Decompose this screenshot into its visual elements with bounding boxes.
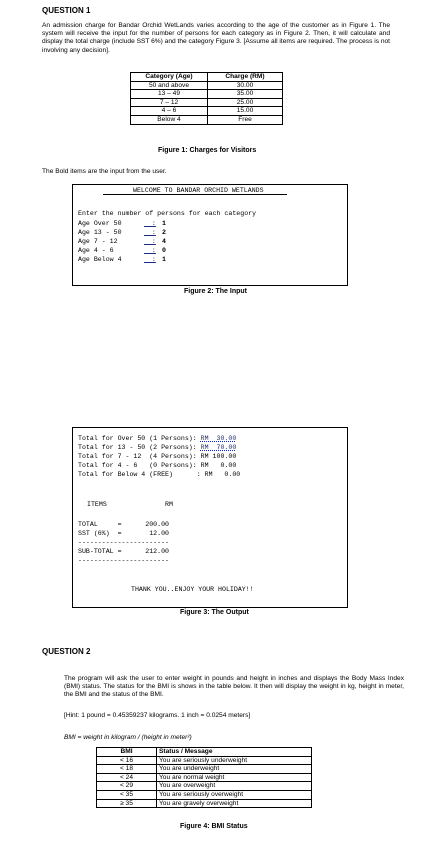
bmi-table-header <box>97 748 312 757</box>
bmi-cell: < 18 <box>97 765 157 774</box>
status-cell: You are seriously overweight <box>157 790 312 799</box>
charge-cell: Free <box>208 115 283 124</box>
table-row <box>131 98 283 107</box>
header-charge: Charge (RM) <box>208 73 283 82</box>
input-row-value: 0 <box>162 247 166 255</box>
category-cell: 13 – 49 <box>131 90 208 99</box>
total-row-amount: RM 0.00 <box>200 462 237 470</box>
input-row <box>78 228 166 237</box>
rm-label: RM <box>165 501 173 508</box>
bmi-cell: < 35 <box>97 790 157 799</box>
total-row-text: Total for 13 - 50 (2 Persons): <box>78 444 201 452</box>
table-row <box>131 81 283 90</box>
category-cell: 7 – 12 <box>131 98 208 107</box>
input-row-label: Age 4 - 6 <box>78 247 114 255</box>
output-summary <box>78 520 169 565</box>
input-row <box>78 246 166 255</box>
bmi-cell: < 24 <box>97 773 157 782</box>
total-row-text: Total for 4 - 6 (0 Persons): <box>78 462 201 470</box>
category-cell: Below 4 <box>131 115 208 124</box>
subtotal-line: SUB-TOTAL = 212.00 <box>78 548 170 556</box>
table-row <box>97 782 312 791</box>
charges-table <box>130 72 283 125</box>
input-separator: : <box>144 247 156 255</box>
items-label: ITEMS <box>87 501 107 508</box>
bmi-cell: < 16 <box>97 756 157 765</box>
total-row <box>78 452 240 461</box>
input-row-value: 1 <box>162 256 166 264</box>
input-separator: : <box>144 229 156 237</box>
input-prompt: Enter the number of persons for each category <box>78 210 257 217</box>
question-1-heading: QUESTION 1 <box>42 6 91 15</box>
charges-table-header <box>131 73 283 82</box>
input-row-label: Age 13 - 50 <box>78 229 122 237</box>
figure-2-caption: Figure 2: The Input <box>184 288 247 295</box>
input-row-value: 4 <box>162 238 166 246</box>
table-row <box>97 773 312 782</box>
charge-cell: 15.00 <box>208 107 283 116</box>
output-console-box <box>72 427 348 608</box>
figure-3-caption: Figure 3: The Output <box>180 609 249 616</box>
figure-1-caption: Figure 1: Charges for Visitors <box>158 147 257 154</box>
header-category: Category (Age) <box>131 73 208 82</box>
thank-you-message: THANK YOU..ENJOY YOUR HOLIDAY!! <box>131 586 254 593</box>
input-row-label: Age Below 4 <box>78 256 122 264</box>
sst-line: SST (6%) = 12.00 <box>78 530 170 538</box>
total-row-text: Total for 7 - 12 (4 Persons): <box>78 453 201 461</box>
table-row <box>97 790 312 799</box>
bmi-cell: ≥ 35 <box>97 799 157 808</box>
input-separator: : <box>144 238 156 246</box>
input-separator: : <box>144 256 156 264</box>
table-row <box>97 756 312 765</box>
conversion-hint: [Hint: 1 pound = 0.45359237 kilograms. 1 inch = 0.0254 meters] <box>64 712 251 719</box>
total-row <box>78 443 240 452</box>
input-row-value: 2 <box>162 229 166 237</box>
input-row-value: 1 <box>162 220 166 227</box>
bmi-cell: < 29 <box>97 782 157 791</box>
header-status: Status / Message <box>157 748 312 757</box>
header-bmi: BMI <box>97 748 157 757</box>
category-cell: 4 – 6 <box>131 107 208 116</box>
total-row-amount: RM 100.00 <box>200 453 237 461</box>
input-row <box>78 219 166 228</box>
dash-line: ----------------------- <box>78 539 170 547</box>
question-1-intro: An admission charge for Bandar Orchid WetLands varies according to the age of the customer as in Figure 1. The system will receive the input for the number of persons for each category as in Figure 2. Then, it will calculate and display the total charge (include SST 6%) and the category Figure 3. [Assume all items are required. The process is not involving any decision]. <box>42 22 390 54</box>
total-row <box>78 461 240 470</box>
bold-note: The Bold items are the input from the user. <box>42 168 167 175</box>
input-rows <box>78 219 166 264</box>
question-2-heading: QUESTION 2 <box>42 647 91 656</box>
figure-4-caption: Figure 4: BMI Status <box>180 823 248 830</box>
total-row-text: Total for Over 50 (1 Persons): <box>78 435 201 442</box>
input-console-box <box>72 184 348 286</box>
total-row <box>78 434 240 443</box>
output-totals <box>78 434 240 479</box>
total-row-amount: RM 0.00 <box>204 471 241 479</box>
status-cell: You are normal weight <box>157 773 312 782</box>
input-row <box>78 255 166 264</box>
total-row <box>78 470 240 479</box>
table-row <box>131 90 283 99</box>
input-row-label: Age Over 50 <box>78 220 122 227</box>
status-cell: You are underweight <box>157 765 312 774</box>
charge-cell: 30.00 <box>208 81 283 90</box>
input-row <box>78 237 166 246</box>
input-separator: : <box>144 220 156 227</box>
total-row-text: Total for Below 4 (FREE) : <box>78 471 205 479</box>
total-row-amount: RM 70.00 <box>200 444 237 452</box>
bmi-formula: BMI = weight in kilogram / (height in meter²) <box>64 734 192 741</box>
dash-line: ----------------------- <box>78 557 170 565</box>
charge-cell: 25.00 <box>208 98 283 107</box>
table-row <box>131 115 283 124</box>
welcome-title: WELCOME TO BANDAR ORCHID WETLANDS <box>133 187 264 194</box>
table-row <box>97 765 312 774</box>
title-underline <box>103 194 287 195</box>
question-2-intro: The program will ask the user to enter weight in pounds and height in inches and displays the Body Mass Index (BMI) status. The status for the BMI is shows in the table below. It then will display the weight in kg, height in meter, the BMI and the status of the BMI. <box>64 675 404 699</box>
status-cell: You are gravely overweight <box>157 799 312 808</box>
category-cell: 50 and above <box>131 81 208 90</box>
total-line: TOTAL = 200.00 <box>78 521 170 528</box>
table-row <box>131 107 283 116</box>
status-cell: You are overweight <box>157 782 312 791</box>
bmi-status-table <box>96 747 312 808</box>
charge-cell: 35.00 <box>208 90 283 99</box>
table-row <box>97 799 312 808</box>
input-row-label: Age 7 - 12 <box>78 238 118 246</box>
status-cell: You are seriously underweight <box>157 756 312 765</box>
total-row-amount: RM 30.00 <box>200 435 237 442</box>
